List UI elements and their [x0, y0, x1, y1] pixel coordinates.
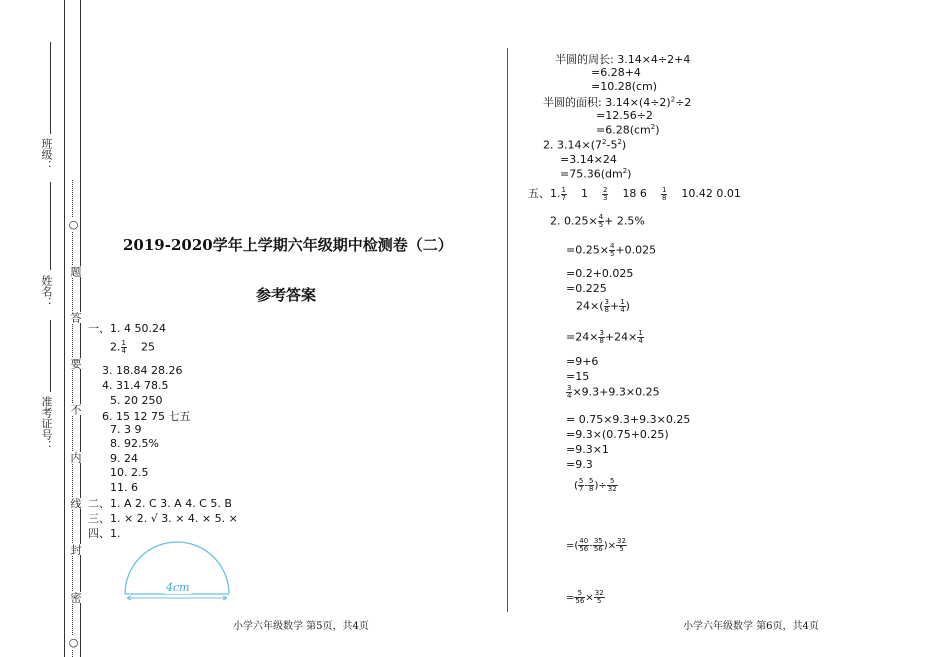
seal-char: 答 — [69, 312, 82, 323]
answer-line: 半圆的面积: $3.14\times(4\div 2)^2\div 2$ — [543, 95, 692, 109]
exam-number-field[interactable] — [50, 320, 51, 392]
answer-line: 2. 0.25× $\frac{4}{5}$ + 2.5% — [550, 213, 645, 229]
answer-line: =0.25× $\frac{4}{5}$ +0.025 — [566, 242, 657, 258]
answer-line: 半圆的周长: 3.14×4÷2+4 — [555, 53, 691, 66]
seal-char: 密 — [69, 592, 82, 603]
answer-line: 3. 18.84 28.26 — [102, 364, 183, 377]
seal-char: 要 — [69, 358, 82, 369]
answer-line: 7. 3 9 — [110, 423, 142, 436]
page-footer-left: 小学六年级数学 第5页，共4页 — [233, 621, 369, 632]
name-label: 姓名： — [40, 275, 53, 308]
answer-line: 2. $\frac{1}{4}$ 25 — [110, 339, 155, 355]
answer-line: 一、1. 4 50.24 — [88, 322, 166, 335]
seal-char: 不 — [69, 404, 82, 415]
fraction: $\frac{1}{4}$ — [121, 339, 126, 355]
page-title: 2019-2020学年上学期六年级期中检测卷（二） — [123, 236, 453, 254]
answer-line: 四、1. — [88, 527, 121, 540]
answer-line: 5. 20 250 — [110, 394, 163, 407]
page-footer-right: 小学六年级数学 第6页，共4页 — [683, 621, 819, 632]
answer-line: =10.28(cm) — [591, 80, 658, 93]
answer-line: =9+6 — [566, 355, 599, 368]
page-subtitle: 参考答案 — [256, 286, 317, 304]
name-field[interactable] — [50, 182, 51, 270]
answer-line: 4. 31.4 78.5 — [102, 379, 169, 392]
seal-dotted-line — [72, 180, 73, 657]
answer-line: =12.56÷2 — [596, 109, 653, 122]
seal-char: 线 — [69, 498, 82, 509]
answer-line: 10. 2.5 — [110, 466, 149, 479]
answer-line: = 0.75×9.3+9.3×0.25 — [566, 413, 691, 426]
answer-line: =9.3 — [566, 458, 593, 471]
answer-line: =9.3×1 — [566, 443, 609, 456]
class-field[interactable] — [50, 42, 51, 134]
answer-line: 6. 15 12 75 七五 — [102, 410, 191, 423]
answer-line: =0.2+0.025 — [566, 267, 634, 280]
answer-line: =15 — [566, 370, 590, 383]
answer-line: $=6.28(cm^2)$ — [596, 123, 660, 137]
answer-line: =9.3×(0.75+0.25) — [566, 428, 669, 441]
answer-line: 11. 6 — [110, 481, 138, 494]
answer-line: =0.225 — [566, 282, 607, 295]
class-label: 班级： — [40, 138, 53, 171]
answer-line: $\frac{3}{4}$ ×9.3+9.3×0.25 — [567, 384, 660, 400]
seal-char: 封 — [69, 544, 82, 555]
seal-char: 内 — [69, 452, 82, 463]
binding-line-inner — [80, 0, 81, 657]
answer-line: 五、1. $\frac{1}{7}$ 1 $\frac{2}{3}$ 18 6 $\frac{1}{8}$ 10.42 0.01 — [528, 185, 741, 202]
answer-line: 9. 24 — [110, 452, 138, 465]
answer-line: = $\frac{5}{56}$ × $\frac{32}{5}$ — [566, 589, 604, 605]
page-divider — [507, 48, 508, 612]
seal-char: 题 — [69, 266, 82, 277]
answer-line: 三、1. × 2. √ 3. × 4. × 5. × — [88, 512, 238, 525]
answer-line: =( $\frac{40}{56}$ - $\frac{35}{56}$ )× $\frac{32}{5}$ — [566, 537, 626, 553]
answer-line: =6.28+4 — [591, 66, 641, 79]
answer-line: 8. 92.5% — [110, 437, 159, 450]
diameter-label: 4cm — [166, 581, 190, 594]
answer-line: 二、1. A 2. C 3. A 4. C 5. B — [88, 497, 232, 510]
answer-line: ( $\frac{5}{7}$ - $\frac{5}{8}$ )÷ $\frac{5}{32}$ — [574, 477, 617, 493]
answer-line: =24× $\frac{3}{8}$ +24× $\frac{1}{4}$ — [566, 329, 643, 345]
answer-line: =3.14×24 — [560, 153, 617, 166]
seal-mark: ○ — [67, 218, 80, 231]
exam-number-label: 准考证号： — [40, 396, 53, 451]
answer-line: 2. $3.14\times(7^2-5^2)$ — [543, 138, 627, 152]
answer-line: 24×( $\frac{3}{8}$ + $\frac{1}{4}$ ) — [576, 298, 630, 314]
answer-line: $=75.36(dm^2)$ — [560, 167, 632, 181]
seal-mark: ○ — [67, 636, 80, 649]
binding-line-outer — [64, 0, 65, 657]
